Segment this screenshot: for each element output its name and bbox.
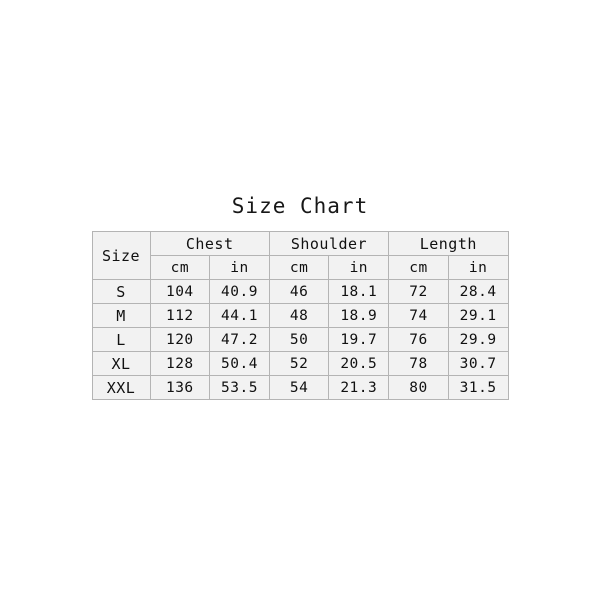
cell-size: XXL: [92, 376, 150, 400]
unit-header-shoulder-cm: cm: [269, 256, 329, 280]
cell-chest-in: 40.9: [210, 280, 270, 304]
table-header-row: [92, 232, 508, 256]
table-row: [92, 328, 508, 352]
cell-shoulder-in: 20.5: [329, 352, 389, 376]
cell-length-cm: 76: [389, 328, 449, 352]
cell-shoulder-in: 21.3: [329, 376, 389, 400]
cell-chest-in: 50.4: [210, 352, 270, 376]
cell-chest-in: 44.1: [210, 304, 270, 328]
cell-length-cm: 74: [389, 304, 449, 328]
column-header-length: Length: [389, 232, 508, 256]
column-header-shoulder: Shoulder: [269, 232, 388, 256]
unit-header-chest-cm: cm: [150, 256, 210, 280]
table-row: [92, 352, 508, 376]
table-unit-row: [92, 256, 508, 280]
cell-shoulder-cm: 52: [269, 352, 329, 376]
cell-length-in: 29.1: [448, 304, 508, 328]
cell-length-in: 31.5: [448, 376, 508, 400]
cell-size: XL: [92, 352, 150, 376]
cell-length-in: 30.7: [448, 352, 508, 376]
cell-shoulder-cm: 48: [269, 304, 329, 328]
cell-chest-cm: 120: [150, 328, 210, 352]
cell-chest-cm: 136: [150, 376, 210, 400]
cell-length-cm: 80: [389, 376, 449, 400]
unit-header-chest-in: in: [210, 256, 270, 280]
chart-title: Size Chart: [231, 194, 369, 218]
cell-shoulder-in: 19.7: [329, 328, 389, 352]
cell-chest-in: 53.5: [210, 376, 270, 400]
unit-header-length-cm: cm: [389, 256, 449, 280]
unit-header-shoulder-in: in: [329, 256, 389, 280]
cell-length-cm: 78: [389, 352, 449, 376]
unit-header-length-in: in: [448, 256, 508, 280]
cell-chest-cm: 128: [150, 352, 210, 376]
cell-size: M: [92, 304, 150, 328]
cell-length-in: 28.4: [448, 280, 508, 304]
cell-size: L: [92, 328, 150, 352]
cell-shoulder-cm: 46: [269, 280, 329, 304]
size-chart-table: [92, 231, 509, 400]
cell-chest-cm: 112: [150, 304, 210, 328]
cell-size: S: [92, 280, 150, 304]
cell-length-cm: 72: [389, 280, 449, 304]
table-row: [92, 280, 508, 304]
cell-chest-in: 47.2: [210, 328, 270, 352]
cell-shoulder-cm: 54: [269, 376, 329, 400]
cell-shoulder-in: 18.9: [329, 304, 389, 328]
cell-shoulder-in: 18.1: [329, 280, 389, 304]
cell-chest-cm: 104: [150, 280, 210, 304]
cell-shoulder-cm: 50: [269, 328, 329, 352]
table-row: [92, 304, 508, 328]
table-row: [92, 376, 508, 400]
cell-length-in: 29.9: [448, 328, 508, 352]
column-header-chest: Chest: [150, 232, 269, 256]
column-header-size: Size: [92, 232, 150, 280]
